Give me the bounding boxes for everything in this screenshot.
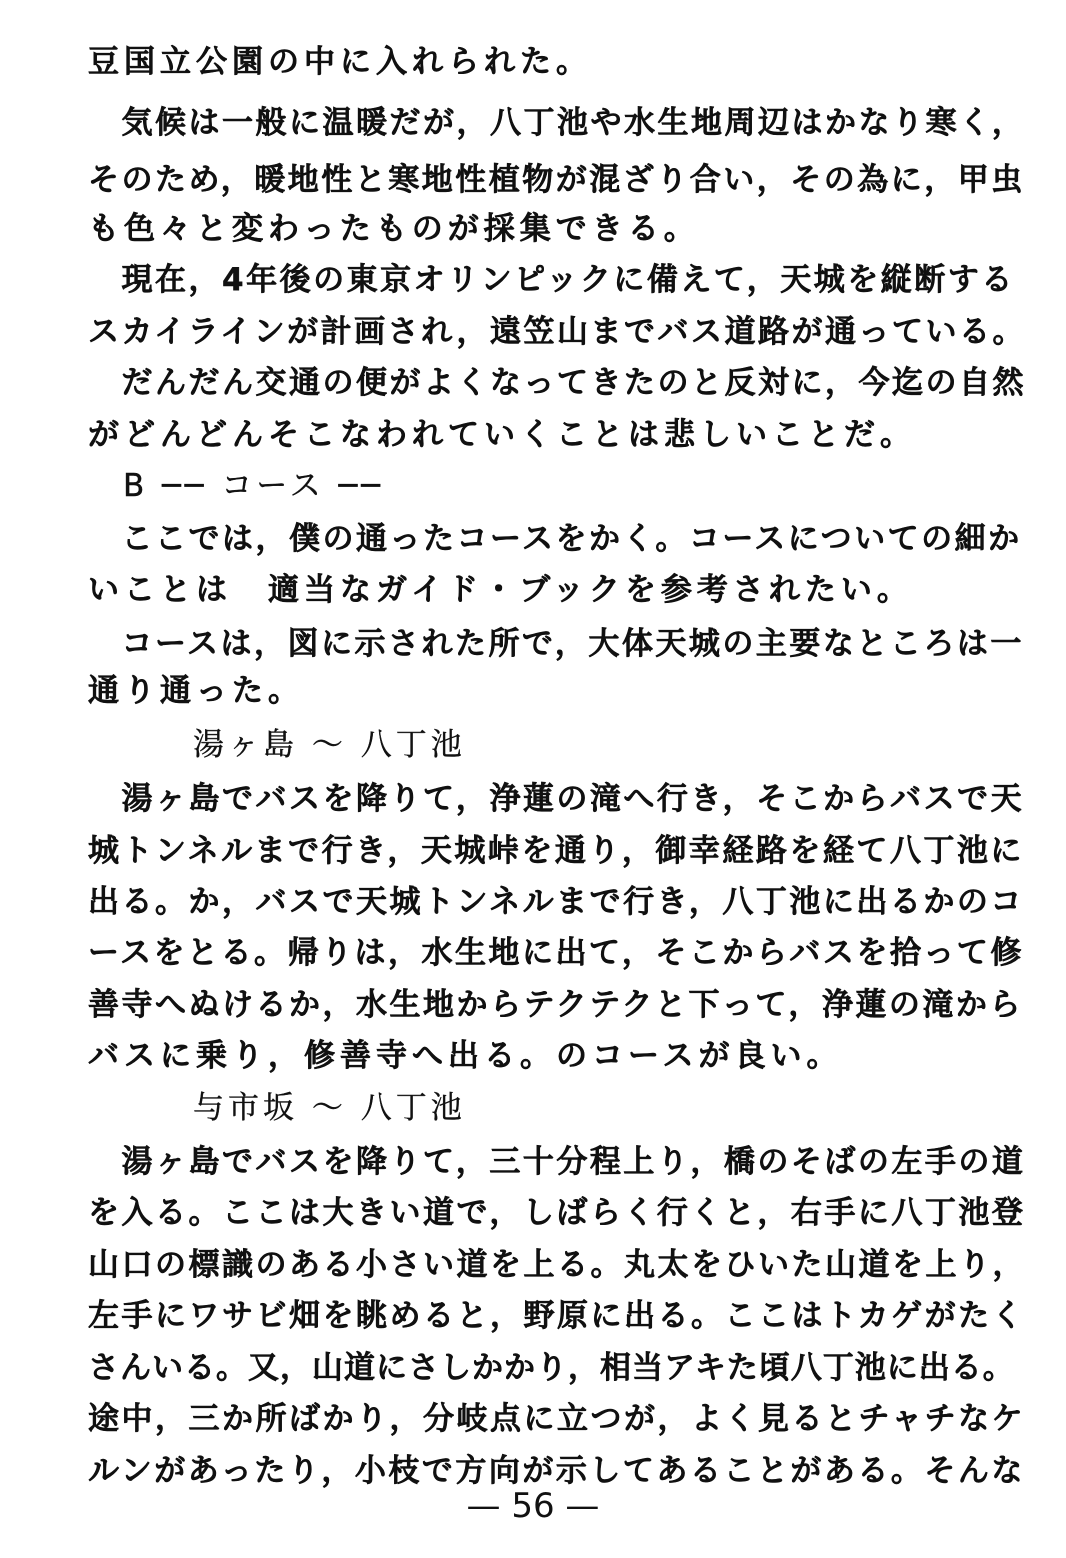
- text-line-13: 通り通った。: [88, 673, 304, 709]
- text-line-1: 豆国立公園の中に入れられた。: [88, 44, 592, 80]
- route-heading-yoichizaka: 与市坂 〜 八丁池: [88, 1090, 466, 1126]
- text-line-12: コースは，図に示された所で，大体天城の主要なところは一: [88, 626, 1024, 662]
- page-number: — 56 —: [466, 1486, 600, 1526]
- text-line-2: 気候は一般に温暖だが，八丁池や水生地周辺はかなり寒く，: [88, 105, 1026, 141]
- text-line-18: ースをとる。帰りは，水生地に出て，そこからバスを拾って修: [88, 935, 1024, 971]
- text-line-4: も色々と変わったものが採集できる。: [88, 211, 700, 247]
- text-line-16: 城トンネルまで行き，天城峠を通り，御幸経路を経て八丁池に: [88, 833, 1024, 869]
- section-heading-course: B ── コース ──: [88, 468, 384, 504]
- text-line-23: を入る。ここは大きい道で，しばらく行くと，右手に八丁池登: [88, 1195, 1026, 1231]
- text-line-27: 途中，三か所ばかり，分岐点に立つが，よく見るとチャチなケ: [88, 1401, 1026, 1437]
- text-line-3: そのため，暖地性と寒地性植物が混ざり合い，その為に，甲虫: [88, 162, 1025, 198]
- text-line-22: 湯ヶ島でバスを降りて，三十分程上り，橋のそばの左手の道: [88, 1144, 1026, 1180]
- text-line-24: 山口の標識のある小さい道を上る。丸太をひいた山道を上り，: [88, 1247, 1026, 1283]
- text-line-25: 左手にワサビ畑を眺めると，野原に出る。ここはトカゲがたく: [88, 1298, 1026, 1334]
- text-line-19: 善寺へぬけるか，水生地からテクテクと下って，浄蓮の滝から: [88, 987, 1023, 1023]
- text-line-5: 現在，4年後の東京オリンピックに備えて，天城を縦断する: [88, 262, 1015, 298]
- text-line-8: がどんどんそこなわれていくことは悲しいことだ。: [88, 417, 916, 453]
- text-line-10: ここでは，僕の通ったコースをかく。コースについての細か: [88, 521, 1022, 557]
- text-line-20: バスに乗り，修善寺へ出る。のコースが良い。: [88, 1038, 843, 1074]
- text-line-11: いことは 適当なガイド・ブックを参考されたい。: [88, 572, 913, 608]
- text-line-7: だんだん交通の便がよくなってきたのと反対に，今迄の自然: [88, 365, 1026, 401]
- text-line-26: さんいる。又，山道にさしかかり，相当アキた頃八丁池に出る。: [88, 1350, 1015, 1386]
- text-line-28: ルンがあったり，小枝で方向が示してあることがある。そんな: [88, 1453, 1025, 1489]
- text-line-6: スカイラインが計画され，遠笠山までバス道路が通っている。: [88, 314, 1026, 350]
- text-line-15: 湯ヶ島でバスを降りて，浄蓮の滝へ行き，そこからバスで天: [88, 781, 1025, 817]
- text-line-17: 出る。か，バスで天城トンネルまで行き，八丁池に出るかのコ: [88, 884, 1024, 920]
- route-heading-yugashima: 湯ヶ島 〜 八丁池: [88, 727, 466, 763]
